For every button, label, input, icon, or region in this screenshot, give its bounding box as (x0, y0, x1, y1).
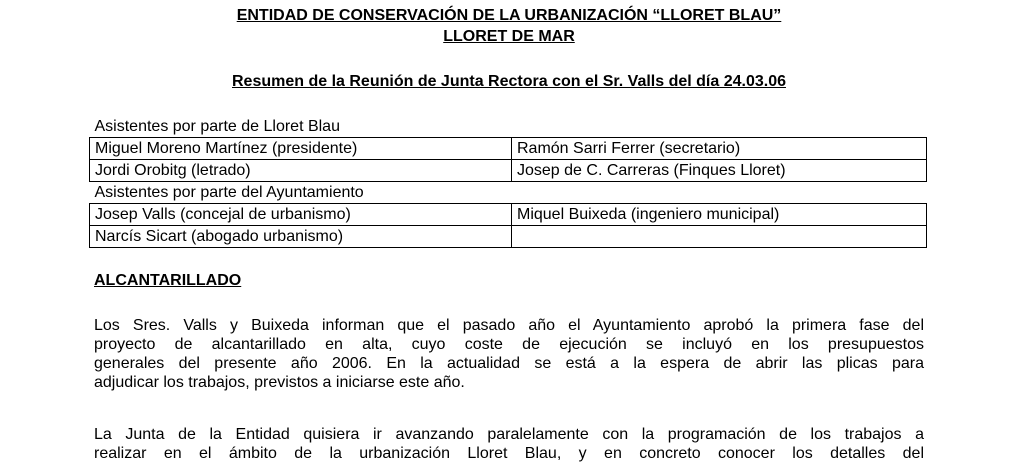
paragraph-2 (94, 425, 924, 463)
section-row (90, 116, 927, 138)
document-title-line1: ENTIDAD DE CONSERVACIÓN DE LA URBANIZACIÓN “LLORET BLAU” (236, 7, 782, 24)
attendee-cell: Jordi Orobitg (letrado) (90, 160, 512, 182)
paragraph-1 (94, 316, 924, 392)
attendee-cell: Josep Valls (concejal de urbanismo) (90, 204, 512, 226)
attendees-section-label-lloret-blau: Asistentes por parte de Lloret Blau (94, 117, 340, 135)
attendee-cell: Ramón Sarri Ferrer (secretario) (512, 138, 927, 160)
paragraph-line: realizar en el ámbito de la urbanización Lloret Blau, y en concreto conocer los detalles del (94, 445, 924, 462)
attendee-cell: Josep de C. Carreras (Finques Lloret) (512, 160, 927, 182)
section-row (90, 182, 927, 204)
table-row (90, 226, 927, 248)
paragraph-line: generales del presente año 2006. En la actualidad se está a la espera de abrir las plicas para (94, 355, 924, 372)
attendee-cell-empty (512, 226, 927, 248)
paragraph-line: Los Sres. Valls y Buixeda informan que el pasado año el Ayuntamiento aprobó la primera fase del (94, 317, 924, 334)
document-title-line2: LLORET DE MAR (443, 28, 575, 45)
section-heading-alcantarillado: ALCANTARILLADO (94, 272, 242, 289)
table-row (90, 138, 927, 160)
paragraph-line: La Junta de la Entidad quisiera ir avanzando paralelamente con la programación de los trabajos a (94, 426, 924, 443)
paragraph-line: proyecto de alcantarillado en alta, cuyo coste de ejecución se incluyó en los presupuestos (94, 336, 924, 353)
attendee-cell: Narcís Sicart (abogado urbanismo) (90, 226, 512, 248)
meeting-summary-title: Resumen de la Reunión de Junta Rectora con el Sr. Valls del día 24.03.06 (232, 73, 786, 90)
table-row (90, 204, 927, 226)
attendee-cell: Miguel Moreno Martínez (presidente) (90, 138, 512, 160)
table-row (90, 160, 927, 182)
attendee-cell: Miquel Buixeda (ingeniero municipal) (512, 204, 927, 226)
attendees-table (89, 116, 927, 248)
paragraph-line: adjudicar los trabajos, previstos a iniciarse este año. (94, 374, 465, 391)
attendees-section-label-ayuntamiento: Asistentes por parte del Ayuntamiento (94, 183, 364, 201)
